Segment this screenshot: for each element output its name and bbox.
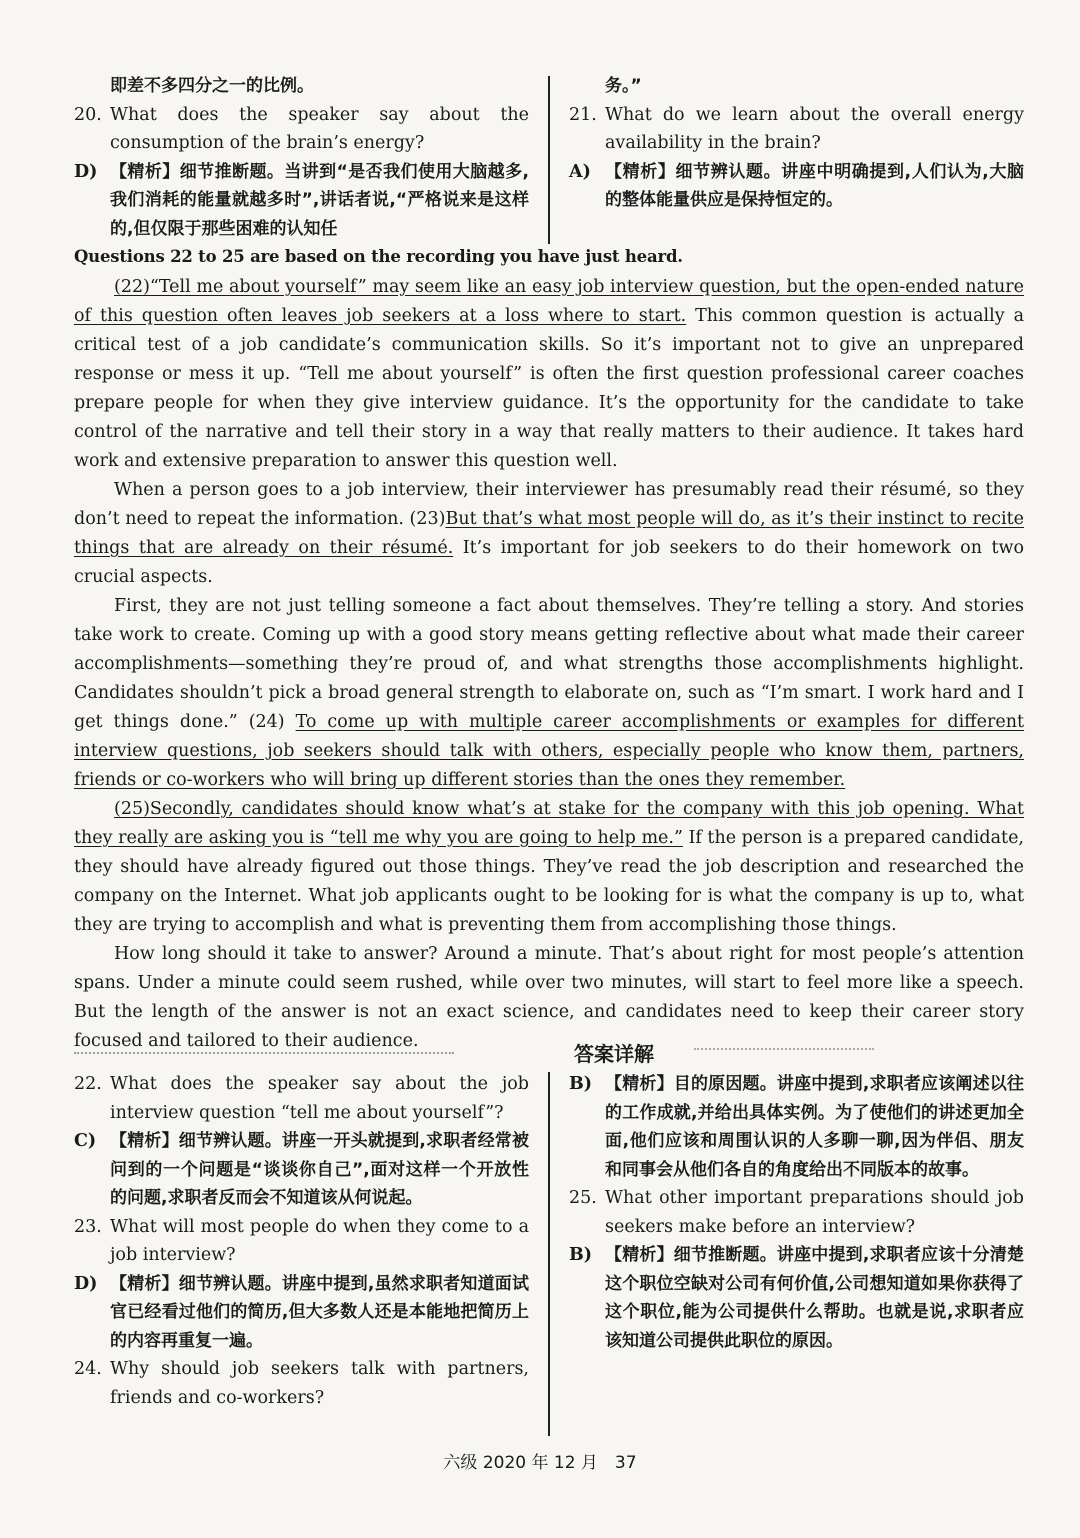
question-25 xyxy=(569,1184,1024,1241)
underlined-sentence-25: (25)Secondly, candidates should know what’s at stake for the company with this job opening. What they really are asking you is “tell me why you are going to help me.” xyxy=(74,799,1024,848)
question-number: 23. xyxy=(74,1216,102,1237)
answer-21 xyxy=(569,158,1024,215)
question-text: What do we learn about the overall energy availability in the brain? xyxy=(605,104,1024,153)
paragraph-text: It’s important for job seekers to do their homework on two crucial aspects. xyxy=(74,538,1024,587)
question-number: 25. xyxy=(569,1188,597,1208)
transcript-passage xyxy=(74,273,1024,1056)
section-heading: Questions 22 to 25 are based on the recording you have just heard. xyxy=(74,247,683,266)
answer-text: 【精析】目的原因题。讲座中提到,求职者应该阐述以往的工作成就,并给出具体实例。为了使他们的讲述更加全面,他们应该和周围认识的人多聊一聊,因为伴侣、朋友和同事会从他们各自的角度给出不同版本的故事。 xyxy=(605,1074,1024,1180)
paragraph-text: First, they are not just telling someone a fact about themselves. They’re telling a story. And stories take work to create. Coming up with a good story means getting reflective about what made their career accomplishments—something they’re proud of, and what strengths those accomplishments highlight. Candidates shouldn’t pick a broad general strength to elaborate on, such as “I’m smart. I work hard and I get things done.” (24) xyxy=(74,596,1024,732)
question-text: What will most people do when they come to a job interview? xyxy=(110,1216,529,1265)
underlined-sentence-23: But that’s what most people will do, as it’s their instinct to recite things that are already on their résumé. xyxy=(74,509,1024,558)
answer-letter: C) xyxy=(74,1131,97,1151)
answer-25 xyxy=(569,1241,1024,1355)
dotted-rule-left xyxy=(74,1052,454,1054)
question-24 xyxy=(74,1355,529,1412)
left-continuation: 即差不多四分之一的比例。 xyxy=(110,76,314,96)
question-number: 20. xyxy=(74,104,102,125)
paragraph-text: If the person is a prepared candidate, they should have already figured out those things. They’ve read the job description and researched the company on the Internet. What job applicants ought to be looking for is what the company is up to, what they are trying to accomplish and what is preventing them from accomplishing those things. xyxy=(74,828,1024,935)
answers-title: 答案详解 xyxy=(574,1042,654,1066)
top-left-column xyxy=(74,72,529,243)
paragraph-3 xyxy=(74,592,1024,795)
paragraph-text: This common question is actually a critical test of a job candidate’s communication skills. So it’s important not to give an unprepared response or mess it up. “Tell me about yourself” is often the first question professional career coaches prepare people for when they give interview guidance. It’s the opportunity for the candidate to take control of the narrative and tell their story in a way that really matters to their audience. It takes hard work and extensive preparation to answer this question well. xyxy=(74,306,1024,471)
answer-20 xyxy=(74,158,529,244)
answer-letter: B) xyxy=(569,1245,593,1265)
underlined-sentence-22: (22)“Tell me about yourself” may seem like an easy job interview question, but the open-ended nature of this question often leaves job seekers at a loss where to start. xyxy=(74,277,1024,326)
question-20 xyxy=(74,101,529,158)
paragraph-text: When a person goes to a job interview, their interviewer has presumably read their résumé, so they don’t need to repeat the information. (23) xyxy=(74,480,1024,529)
question-text: What does the speaker say about the job interview question “tell me about yourself”? xyxy=(110,1074,529,1123)
right-continuation: 务。” xyxy=(605,76,642,96)
answer-text: 【精析】细节推断题。当讲到“是否我们使用大脑越多,我们消耗的能量就越多时”,讲话者说,“严格说来是这样的,但仅限于那些困难的认知任 xyxy=(110,161,529,239)
paragraph-4 xyxy=(74,795,1024,940)
answers-columns xyxy=(74,1070,1024,1412)
top-columns xyxy=(74,72,1024,243)
page-footer: 六级 2020 年 12 月 37 xyxy=(443,1453,637,1473)
paragraph-2 xyxy=(74,476,1024,592)
answer-24 xyxy=(569,1070,1024,1184)
answer-letter: B) xyxy=(569,1074,593,1094)
answer-text: 【精析】细节辨认题。讲座中提到,虽然求职者知道面试官已经看过他们的简历,但大多数人还是本能地把简历上的内容再重复一遍。 xyxy=(110,1273,529,1351)
answers-right-column xyxy=(569,1070,1024,1412)
question-text: What other important preparations should job seekers make before an interview? xyxy=(605,1188,1024,1237)
answer-letter: D) xyxy=(74,161,98,182)
question-23 xyxy=(74,1213,529,1270)
paragraph-1 xyxy=(74,273,1024,476)
answer-text: 【精析】细节辨认题。讲座一开头就提到,求职者经常被问到的一个问题是“谈谈你自己”,面对这样一个开放性的问题,求职者反而会不知道该从何说起。 xyxy=(110,1131,529,1208)
answer-text: 【精析】细节辨认题。讲座中明确提到,人们认为,大脑的整体能量供应是保持恒定的。 xyxy=(605,161,1024,210)
answers-divider xyxy=(74,1038,1024,1068)
answer-text: 【精析】细节推断题。讲座中提到,求职者应该十分清楚这个职位空缺对公司有何价值,公司想知道如果你获得了这个职位,能为公司提供什么帮助。也就是说,求职者应该知道公司提供此职位的原因。 xyxy=(605,1245,1024,1351)
question-number: 21. xyxy=(569,104,597,125)
answer-22 xyxy=(74,1127,529,1213)
answer-23 xyxy=(74,1270,529,1356)
question-text: What does the speaker say about the consumption of the brain’s energy? xyxy=(110,104,529,153)
question-text: Why should job seekers talk with partners, friends and co-workers? xyxy=(110,1359,529,1408)
question-number: 24. xyxy=(74,1359,102,1379)
question-number: 22. xyxy=(74,1074,102,1094)
top-right-column xyxy=(569,72,1024,243)
answer-letter: A) xyxy=(569,161,591,182)
answers-left-column xyxy=(74,1070,529,1412)
paragraph-5: How long should it take to answer? Around a minute. That’s about right for most people’s attention spans. Under a minute could seem rushed, while over two minutes, will start to feel more like a speech. But the length of the answer is not an exact science, and candidates need to keep their career story focused and tailored to their audience. xyxy=(74,944,1024,1051)
question-22 xyxy=(74,1070,529,1127)
underlined-sentence-24: To come up with multiple career accomplishments or examples for different interview questions, job seekers should talk with others, especially people who know them, partners, friends or co-workers who will bring up different stories than the ones they remember. xyxy=(74,712,1025,790)
question-21 xyxy=(569,101,1024,158)
answer-letter: D) xyxy=(74,1273,98,1294)
dotted-rule-right xyxy=(694,1048,874,1050)
